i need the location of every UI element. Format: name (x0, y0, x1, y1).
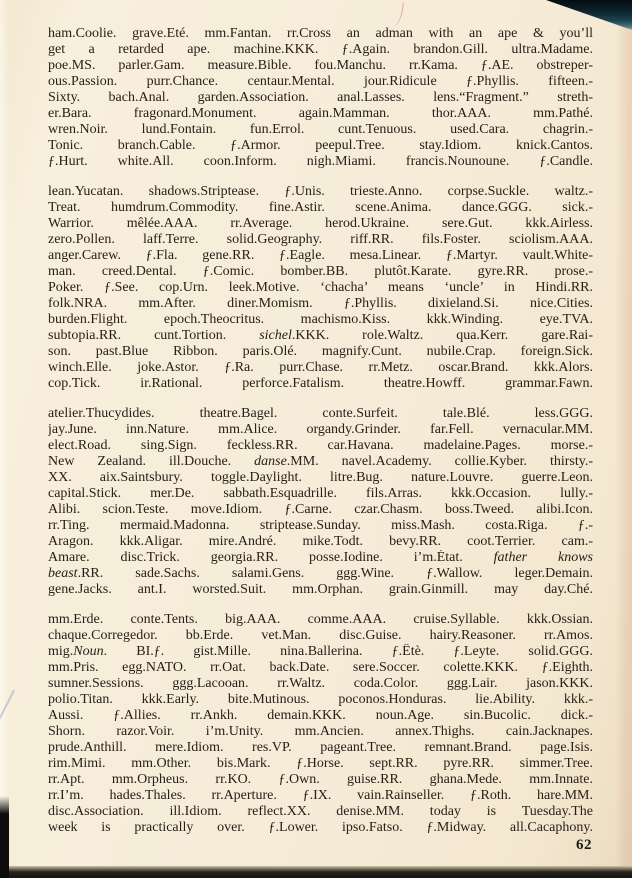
text-line: ham.Coolie. grave.Eté. mm.Fantan. rr.Cross an adman with an ape & you’ll (48, 26, 593, 41)
text-line: New Zealand. ill.Douche. danse.MM. navel.Academy. collie.Kyber. thirsty.- (48, 454, 593, 469)
text-line: zero.Pollen. laff.Terre. solid.Geography. riff.RR. fils.Foster. sciolism.AAA. (48, 232, 593, 247)
text-line: mig.Noun. BI.ƒ. gist.Mille. nina.Ballerina. ƒ.Êtè. ƒ.Leyte. solid.GGG. (48, 644, 593, 659)
text-line: disc.Association. ill.Idiom. reflect.XX. denise.MM. today is Tuesday.The (48, 804, 593, 819)
text-line: get a retarded ape. machine.KKK. ƒ.Again. brandon.Gill. ultra.Madame. (48, 42, 593, 57)
text-line: rr.I’m. hades.Thales. rr.Aperture. ƒ.IX. vain.Rainseller. ƒ.Roth. hare.MM. (48, 788, 593, 803)
text-line: chaque.Corregedor. bb.Erde. vet.Man. disc.Guise. hairy.Reasoner. rr.Amos. (48, 628, 593, 643)
text-line: week is practically over. ƒ.Lower. ipso.Fatso. ƒ.Midway. all.Cacaphony. (48, 820, 593, 835)
page-edge-right (616, 0, 632, 878)
text-line: elect.Road. sing.Sign. feckless.RR. car.Havana. madelaine.Pages. morse.- (48, 438, 593, 453)
text-line: Aragon. kkk.Aligar. mire.André. mike.Todt. bevy.RR. coot.Terrier. cam.- (48, 534, 593, 549)
text-line: anger.Carew. ƒ.Fla. gene.RR. ƒ.Eagle. mesa.Linear. ƒ.Martyr. vault.White- (48, 248, 593, 263)
paragraph (48, 406, 593, 598)
text-line: prude.Anthill. mere.Idiom. res.VP. pageant.Tree. remnant.Brand. page.Isis. (48, 740, 593, 755)
text-line: jay.June. inn.Nature. mm.Alice. organdy.Grinder. far.Fell. vernacular.MM. (48, 422, 593, 437)
text-line: Warrior. mêlée.AAA. rr.Average. herod.Ukraine. sere.Gut. kkk.Airless. (48, 216, 593, 231)
text-line: cop.Tick. ir.Rational. perforce.Fatalism. theatre.Howff. grammar.Fawn. (48, 376, 593, 391)
text-line: Sixty. bach.Anal. garden.Association. anal.Lasses. lens.“Fragment.” streth- (48, 90, 593, 105)
text-line: wren.Noir. lund.Fontain. fun.Errol. cunt.Tenuous. used.Cara. chagrin.- (48, 122, 593, 137)
text-line: Shorn. razor.Voir. i’m.Unity. mm.Ancien. annex.Thighs. cain.Jacknapes. (48, 724, 593, 739)
text-line: gene.Jacks. ant.I. worsted.Suit. mm.Orphan. grain.Ginmill. may day.Ché. (48, 582, 593, 597)
text-line: son. past.Blue Ribbon. paris.Olé. magnify.Cunt. nubile.Crap. foreign.Sick. (48, 344, 593, 359)
page-text (48, 26, 593, 836)
text-line: Aussi. ƒ.Allies. rr.Ankh. demain.KKK. noun.Age. sin.Bucolic. dick.- (48, 708, 593, 723)
text-line: rr.Ting. mermaid.Madonna. striptease.Sunday. miss.Mash. costa.Riga. ƒ.- (48, 518, 593, 533)
text-line: XX. aix.Saintsbury. toggle.Daylight. litre.Bug. nature.Louvre. guerre.Leon. (48, 470, 593, 485)
text-line: man. creed.Dental. ƒ.Comic. bomber.BB. plutôt.Karate. gyre.RR. prose.- (48, 264, 593, 279)
paragraph (48, 26, 593, 170)
text-line: ƒ.Hurt. white.All. coon.Inform. nigh.Miami. francis.Nounoune. ƒ.Candle. (48, 154, 593, 169)
text-line: Amare. disc.Trick. georgia.RR. posse.Iodine. i’m.État. father knows (48, 550, 593, 565)
text-line: ous.Passion. purr.Chance. centaur.Mental. jour.Ridicule ƒ.Phyllis. fifteen.- (48, 74, 593, 89)
page-number: 62 (576, 837, 592, 853)
text-line: burden.Flight. epoch.Theocritus. machismo.Kiss. kkk.Winding. eye.TVA. (48, 312, 593, 327)
text-line: mm.Erde. conte.Tents. big.AAA. comme.AAA. cruise.Syllable. kkk.Ossian. (48, 612, 593, 627)
paragraph (48, 184, 593, 392)
text-line: Treat. humdrum.Commodity. fine.Astir. scene.Anima. dance.GGG. sick.- (48, 200, 593, 215)
book-edge-left-shadow (0, 796, 9, 878)
text-line: beast.RR. sade.Sachs. salami.Gens. ggg.Wine. ƒ.Wallow. leger.Demain. (48, 566, 593, 581)
text-line: subtopia.RR. cunt.Tortion. sichel.KKK. role.Waltz. qua.Kerr. gare.Rai- (48, 328, 593, 343)
text-line: folk.NRA. mm.After. diner.Momism. ƒ.Phyllis. dixieland.Si. nice.Cities. (48, 296, 593, 311)
text-line: lean.Yucatan. shadows.Striptease. ƒ.Unis. trieste.Anno. corpse.Suckle. waltz.- (48, 184, 593, 199)
text-line: mm.Pris. egg.NATO. rr.Oat. back.Date. sere.Soccer. colette.KKK. ƒ.Eighth. (48, 660, 593, 675)
text-line: Tonic. branch.Cable. ƒ.Armor. peepul.Tree. stay.Idiom. knick.Cantos. (48, 138, 593, 153)
text-line: polio.Titan. kkk.Early. bite.Mutinous. poconos.Honduras. lie.Ability. kkk.- (48, 692, 593, 707)
paragraph (48, 612, 593, 836)
paper-crease-mark (390, 2, 404, 28)
text-line: sumner.Sessions. ggg.Lacooan. rr.Waltz. coda.Color. ggg.Lair. jason.KKK. (48, 676, 593, 691)
text-line: Poker. ƒ.See. cop.Urn. leek.Motive. ‘chacha’ means ‘uncle’ in Hindi.RR. (48, 280, 593, 295)
text-line: capital.Stick. mer.De. sabbath.Esquadrille. fils.Arras. kkk.Occasion. lully.- (48, 486, 593, 501)
text-line: rim.Mimi. mm.Other. bis.Mark. ƒ.Horse. sept.RR. pyre.RR. simmer.Tree. (48, 756, 593, 771)
page-edge-left-highlight (0, 0, 9, 878)
text-line: Alibi. scion.Teste. move.Idiom. ƒ.Carne. czar.Chasm. boss.Tweed. alibi.Icon. (48, 502, 593, 517)
text-line: er.Bara. fragonard.Monument. again.Mamman. thor.AAA. mm.Pathé. (48, 106, 593, 121)
book-edge-bottom-shadow (0, 866, 632, 878)
text-line: rr.Apt. mm.Orpheus. rr.KO. ƒ.Own. guise.RR. ghana.Mede. mm.Innate. (48, 772, 593, 787)
text-line: poe.MS. parler.Gam. measure.Bible. fou.Manchu. rr.Kama. ƒ.AE. obstreper- (48, 58, 593, 73)
text-line: winch.Elle. joke.Astor. ƒ.Ra. purr.Chase. rr.Metz. oscar.Brand. kkk.Alors. (48, 360, 593, 375)
text-line: atelier.Thucydides. theatre.Bagel. conte.Surfeit. tale.Blé. less.GGG. (48, 406, 593, 421)
